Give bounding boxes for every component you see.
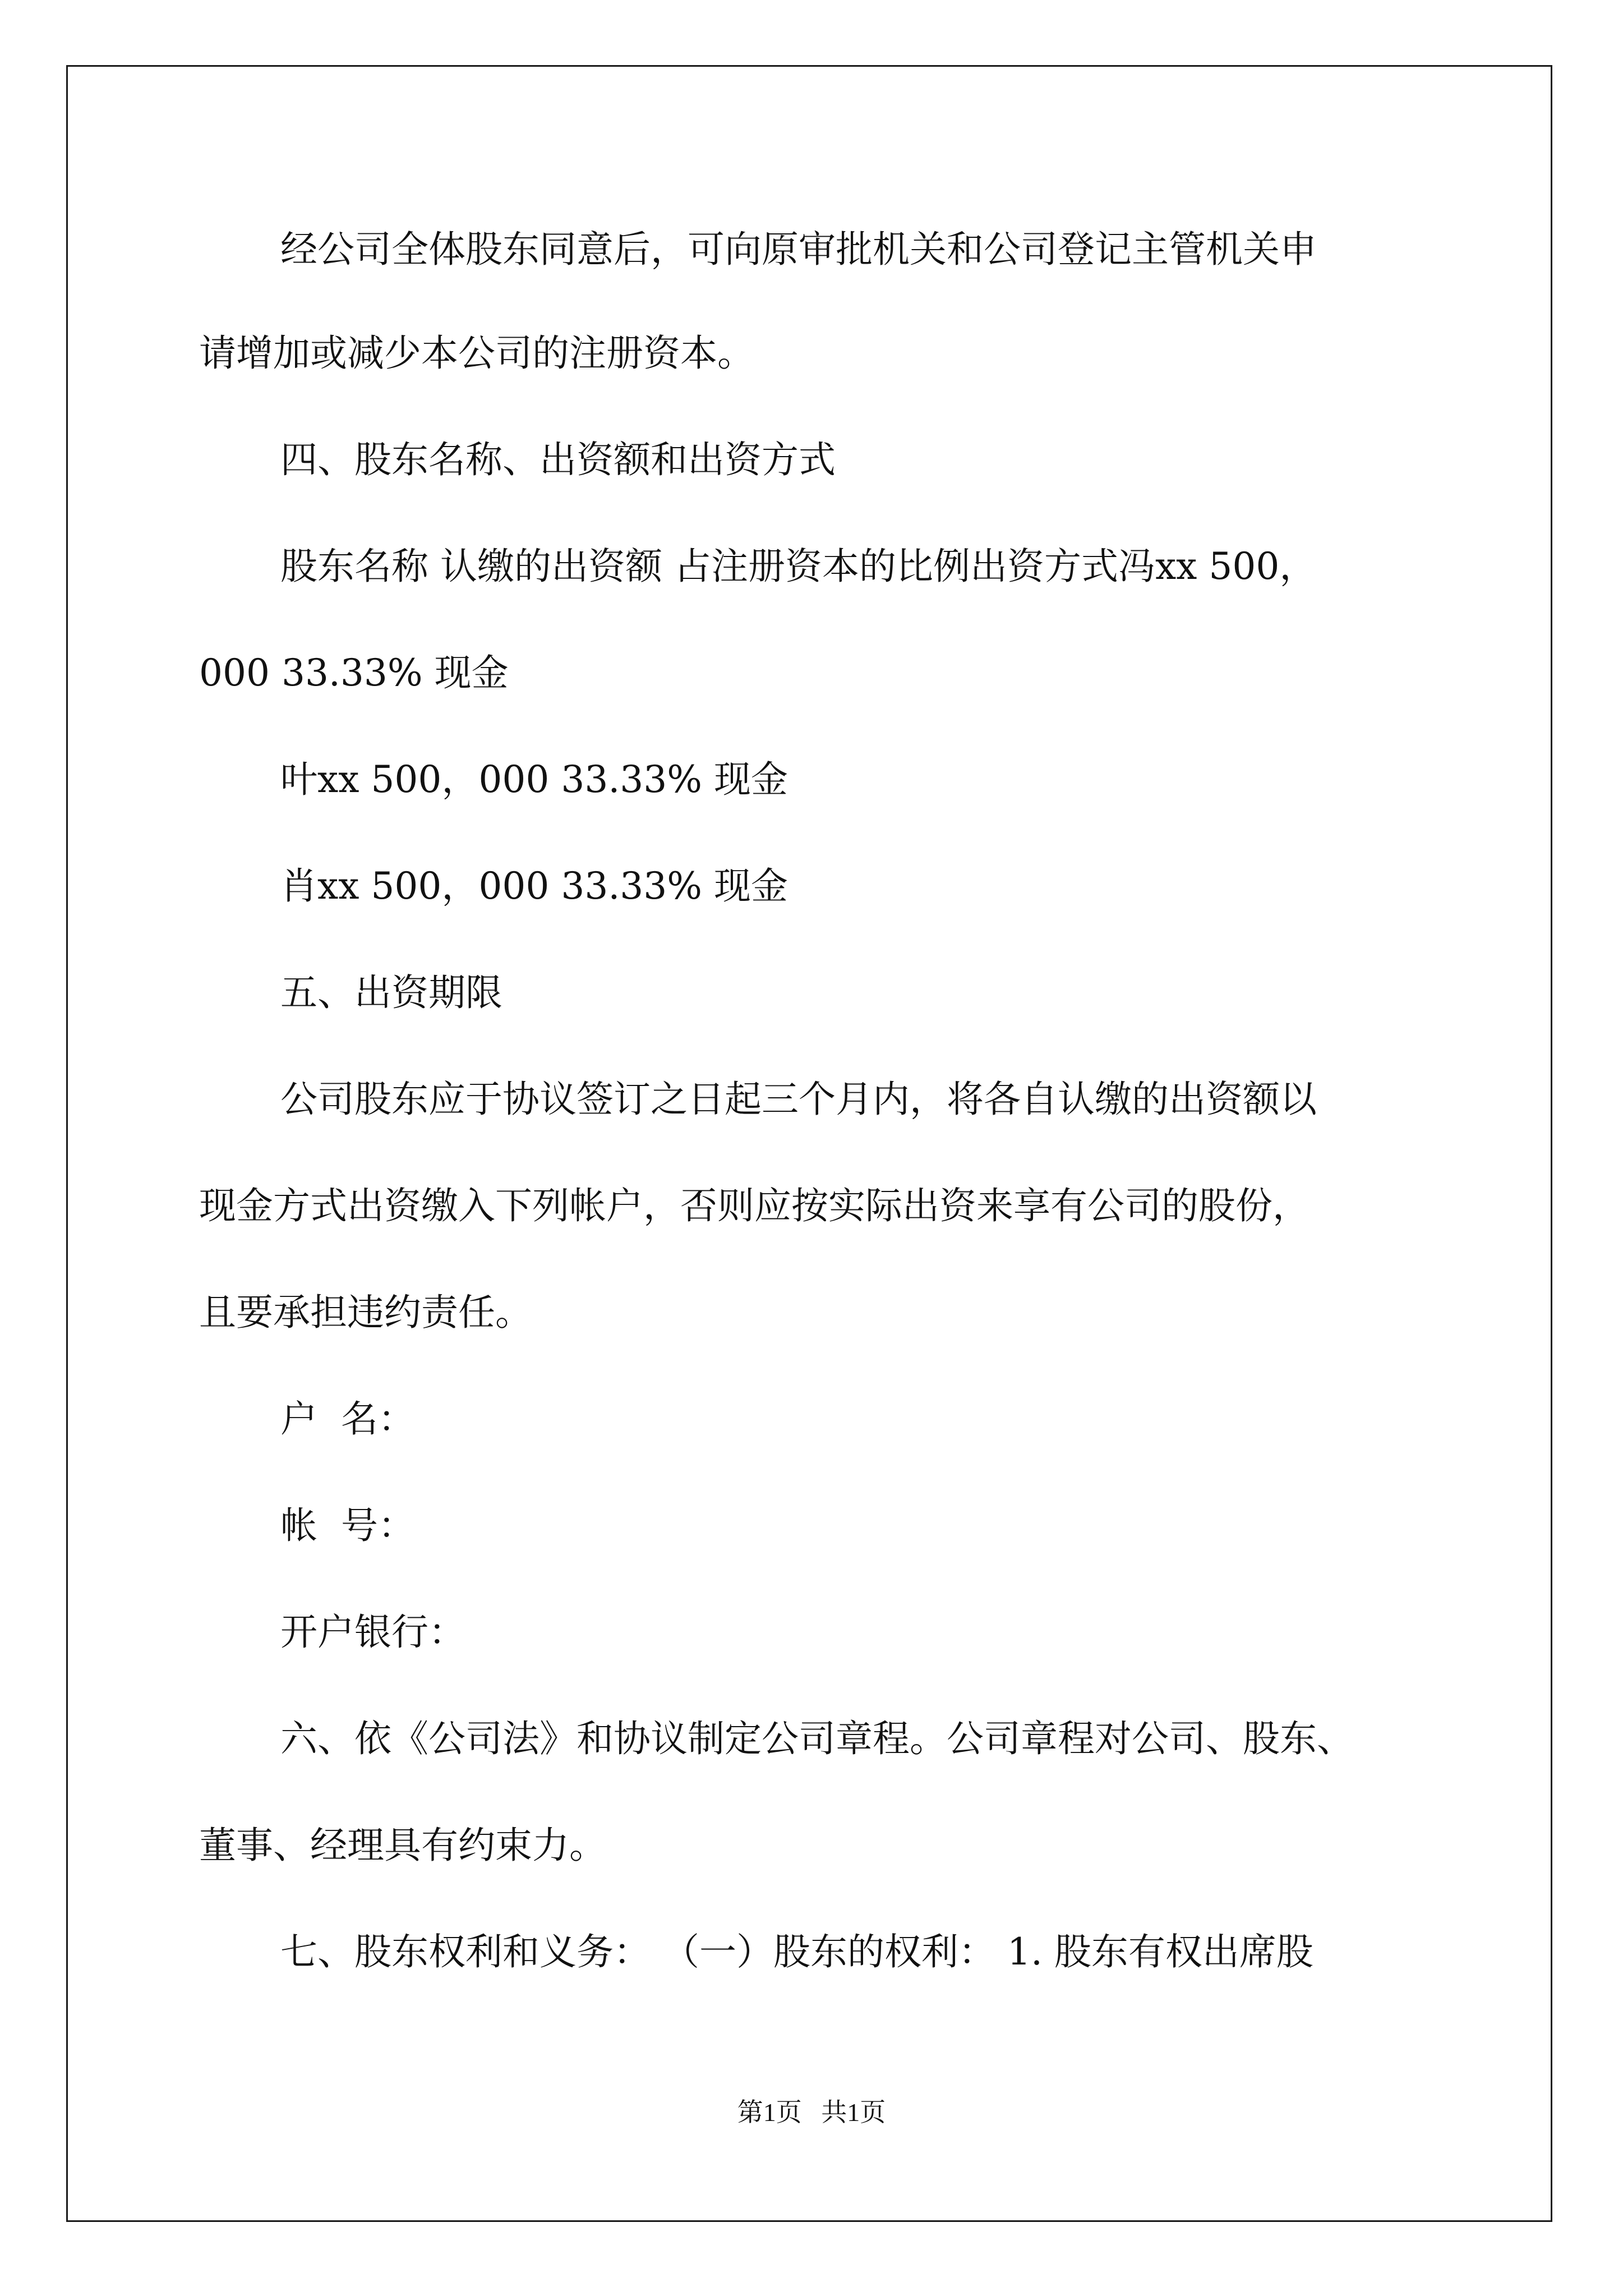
bank-label: 开户银行：	[280, 1611, 465, 1654]
body-line-2: 请增加或减少本公司的注册资本。	[199, 332, 754, 375]
body-line-table-row-3: 肖xx 500，000 33.33% 现金	[280, 864, 788, 908]
body-line-table-header: 股东名称 认缴的出资额 占注册资本的比例出资方式冯xx 500，	[280, 545, 1317, 588]
account-name-label: 户 名：	[280, 1397, 415, 1441]
section-heading-6: 六、依《公司法》和协议制定公司章程。公司章程对公司、股东、	[280, 1717, 1354, 1760]
section-heading-5: 五、出资期限	[280, 971, 502, 1014]
page-number-footer: 第1页 共1页	[737, 2098, 886, 2127]
section-heading-4: 四、股东名称、出资额和出资方式	[280, 438, 836, 481]
account-number-label: 帐 号：	[280, 1504, 415, 1547]
page-border	[66, 65, 1552, 2222]
body-line-9: 现金方式出资缴入下列帐户，否则应按实际出资来享有公司的股份，	[199, 1184, 1310, 1227]
body-line-15: 董事、经理具有约束力。	[199, 1824, 606, 1867]
body-line-1: 经公司全体股东同意后，可向原审批机关和公司登记主管机关申	[280, 228, 1317, 271]
body-line-table-row-2: 叶xx 500，000 33.33% 现金	[280, 758, 788, 801]
body-line-10: 且要承担违约责任。	[199, 1291, 532, 1334]
section-heading-7: 七、股东权利和义务： （一）股东的权利： 1. 股东有权出席股	[280, 1930, 1313, 1973]
body-line-8: 公司股东应于协议签订之日起三个月内，将各自认缴的出资额以	[280, 1078, 1317, 1121]
body-line-table-row-1: 000 33.33% 现金	[199, 651, 509, 694]
